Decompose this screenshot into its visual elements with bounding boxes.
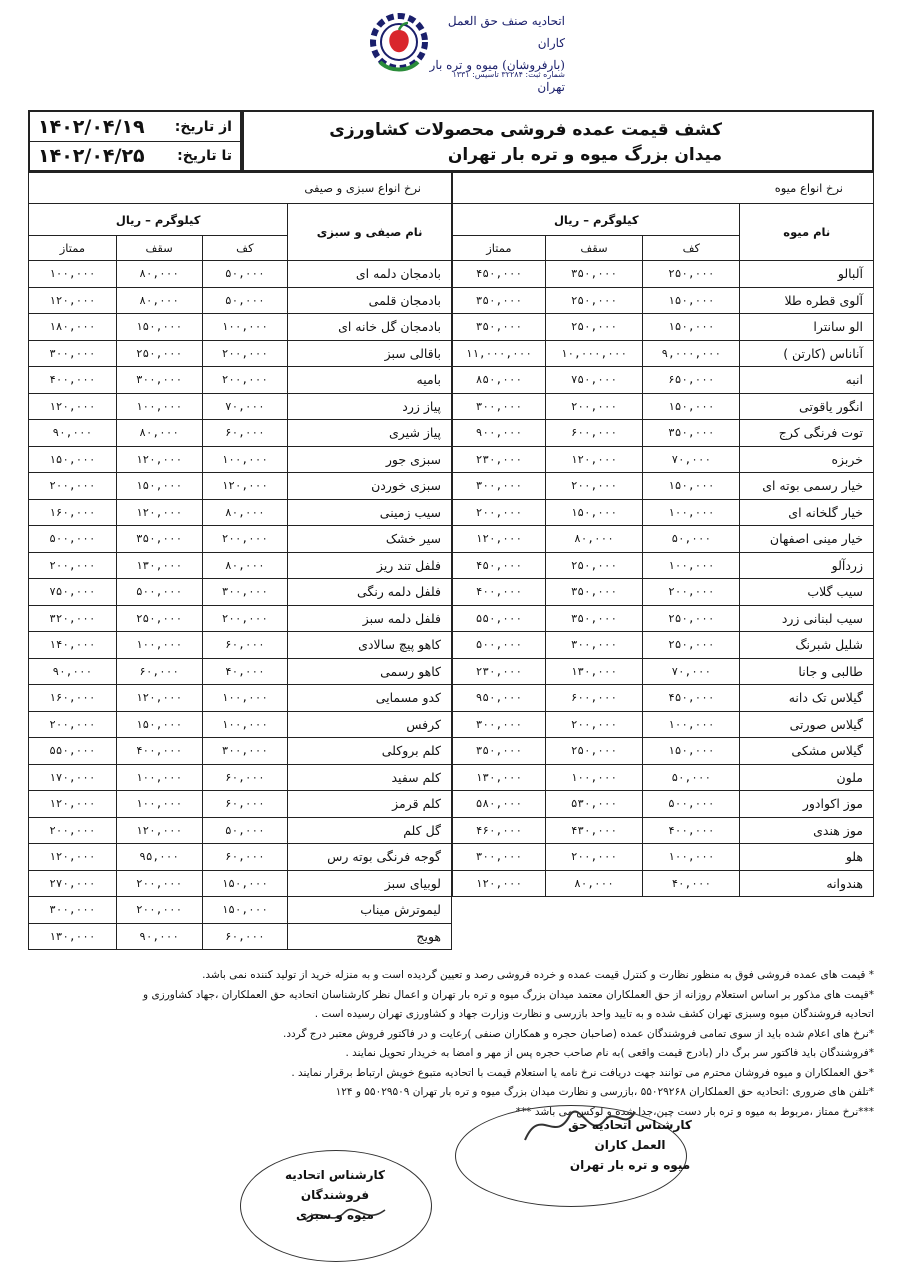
document-title xyxy=(242,110,874,172)
fruit-min-cell: ۲۵۰,۰۰۰ xyxy=(643,605,740,632)
veg-min-cell: ۶۰,۰۰۰ xyxy=(202,632,288,659)
veg-premium-cell: ۹۰,۰۰۰ xyxy=(29,658,117,685)
fruit-row xyxy=(453,552,874,579)
fruit-name-cell: هلو xyxy=(740,844,874,871)
veg-min-cell: ۱۲۰,۰۰۰ xyxy=(202,473,288,500)
veg-name-cell: بادمجان دلمه ای xyxy=(288,261,452,288)
veg-premium-cell: ۲۰۰,۰۰۰ xyxy=(29,817,117,844)
veg-premium-cell: ۱۶۰,۰۰۰ xyxy=(29,685,117,712)
fruit-premium-cell: ۳۵۰,۰۰۰ xyxy=(453,314,546,341)
veg-max-cell: ۱۰۰,۰۰۰ xyxy=(116,393,202,420)
veg-premium-cell: ۲۰۰,۰۰۰ xyxy=(29,552,117,579)
veg-name-cell: فلفل تند ریز xyxy=(288,552,452,579)
veg-name-cell: کاهو پیچ سالادی xyxy=(288,632,452,659)
to-date-row xyxy=(30,141,240,170)
veg-min-cell: ۱۰۰,۰۰۰ xyxy=(202,685,288,712)
fruit-premium-cell: ۹۵۰,۰۰۰ xyxy=(453,685,546,712)
fruit-max-cell: ۵۳۰,۰۰۰ xyxy=(545,791,642,818)
from-date-value: ۱۴۰۲/۰۴/۱۹ xyxy=(38,115,145,138)
veg-min-cell: ۴۰,۰۰۰ xyxy=(202,658,288,685)
veg-premium-cell: ۱۸۰,۰۰۰ xyxy=(29,314,117,341)
veg-min-cell: ۸۰,۰۰۰ xyxy=(202,499,288,526)
fruit-row xyxy=(453,632,874,659)
fruit-max-cell: ۱۵۰,۰۰۰ xyxy=(545,499,642,526)
fruit-premium-header: ممتاز xyxy=(453,236,546,261)
letterhead xyxy=(0,0,901,100)
veg-name-cell: سیب زمینی xyxy=(288,499,452,526)
fruit-max-cell: ۲۰۰,۰۰۰ xyxy=(545,393,642,420)
fruit-name-cell: گیلاس صورتی xyxy=(740,711,874,738)
fruit-max-cell: ۲۵۰,۰۰۰ xyxy=(545,552,642,579)
veg-max-cell: ۱۵۰,۰۰۰ xyxy=(116,314,202,341)
fruit-name-cell: خربزه xyxy=(740,446,874,473)
fruit-name-cell: خیار رسمی بوته ای xyxy=(740,473,874,500)
fruit-row xyxy=(453,791,874,818)
to-date-label: تا تاریخ: xyxy=(177,148,232,164)
veg-max-cell: ۱۰۰,۰۰۰ xyxy=(116,632,202,659)
fruit-premium-cell: ۳۵۰,۰۰۰ xyxy=(453,287,546,314)
fruit-section-title: نرخ انواع میوه xyxy=(453,173,874,204)
fruit-premium-cell: ۳۰۰,۰۰۰ xyxy=(453,473,546,500)
veg-row xyxy=(29,314,452,341)
fruit-max-cell: ۸۰,۰۰۰ xyxy=(545,870,642,897)
veg-max-cell: ۱۵۰,۰۰۰ xyxy=(116,473,202,500)
fruit-min-cell: ۷۰,۰۰۰ xyxy=(643,658,740,685)
signature-left-line2: میوه و تره بار تهران xyxy=(569,1158,691,1172)
veg-premium-cell: ۱۷۰,۰۰۰ xyxy=(29,764,117,791)
fruit-row xyxy=(453,870,874,897)
veg-premium-cell: ۱۳۰,۰۰۰ xyxy=(29,923,117,950)
fruit-premium-cell: ۳۰۰,۰۰۰ xyxy=(453,393,546,420)
fruit-min-cell: ۴۰۰,۰۰۰ xyxy=(643,817,740,844)
veg-premium-cell: ۱۲۰,۰۰۰ xyxy=(29,287,117,314)
footnote-line: *نرخ های اعلام شده باید از سوی تمامی فروشندگان عمده (صاحبان حجره و همکاران صنفی )رعایت و در فاکتور فروش معتبر درج گردد. xyxy=(282,1027,874,1040)
fruit-row xyxy=(453,711,874,738)
fruit-max-cell: ۱۲۰,۰۰۰ xyxy=(545,446,642,473)
veg-max-cell: ۹۵,۰۰۰ xyxy=(116,844,202,871)
veg-min-cell: ۱۵۰,۰۰۰ xyxy=(202,897,288,924)
fruit-max-cell: ۸۰,۰۰۰ xyxy=(545,526,642,553)
fruit-row xyxy=(453,844,874,871)
fruit-max-cell: ۲۰۰,۰۰۰ xyxy=(545,473,642,500)
veg-premium-cell: ۱۴۰,۰۰۰ xyxy=(29,632,117,659)
fruit-min-cell: ۱۰۰,۰۰۰ xyxy=(643,844,740,871)
fruit-min-cell: ۴۵۰,۰۰۰ xyxy=(643,685,740,712)
fruit-name-cell: هندوانه xyxy=(740,870,874,897)
veg-max-cell: ۳۰۰,۰۰۰ xyxy=(116,367,202,394)
veg-min-header: کف xyxy=(202,236,288,261)
fruit-name-cell: انبه xyxy=(740,367,874,394)
veg-premium-cell: ۱۲۰,۰۰۰ xyxy=(29,393,117,420)
veg-row xyxy=(29,605,452,632)
veg-row xyxy=(29,711,452,738)
veg-premium-cell: ۱۰۰,۰۰۰ xyxy=(29,261,117,288)
veg-row xyxy=(29,526,452,553)
veg-name-cell: بادمجان گل خانه ای xyxy=(288,314,452,341)
veg-name-cell: سبزی خوردن xyxy=(288,473,452,500)
veg-name-cell: کلم قرمز xyxy=(288,791,452,818)
union-name-line1: اتحادیه صنف حق العمل کاران xyxy=(447,14,565,50)
fruit-name-cell: آلوی قطره طلا xyxy=(740,287,874,314)
veg-row xyxy=(29,473,452,500)
signature-left-line1: کارشناس اتحادیه حق العمل کاران xyxy=(568,1118,692,1152)
fruit-max-cell: ۴۳۰,۰۰۰ xyxy=(545,817,642,844)
veg-premium-cell: ۷۵۰,۰۰۰ xyxy=(29,579,117,606)
fruit-min-cell: ۲۵۰,۰۰۰ xyxy=(643,261,740,288)
footnote-line: اتحادیه فروشندگان میوه وسبزی تهران کشف شده و به تایید واحد بازرسی و نظارت وزارت جهاد و کشاورزی تهران رسیده است . xyxy=(314,1008,874,1020)
registration-info: شماره ثبت: ۳۲۲۸۴ تاسیس: ۱۳۳۱ xyxy=(452,70,565,79)
veg-max-cell: ۸۰,۰۰۰ xyxy=(116,261,202,288)
veg-row xyxy=(29,287,452,314)
veg-row xyxy=(29,897,452,924)
fruit-max-cell: ۳۰۰,۰۰۰ xyxy=(545,632,642,659)
veg-max-cell: ۸۰,۰۰۰ xyxy=(116,420,202,447)
fruit-premium-cell: ۵۵۰,۰۰۰ xyxy=(453,605,546,632)
veg-max-cell: ۴۰۰,۰۰۰ xyxy=(116,738,202,765)
fruit-premium-cell: ۳۵۰,۰۰۰ xyxy=(453,738,546,765)
veg-max-cell: ۲۰۰,۰۰۰ xyxy=(116,870,202,897)
veg-min-cell: ۶۰,۰۰۰ xyxy=(202,420,288,447)
veg-row xyxy=(29,738,452,765)
fruit-premium-cell: ۴۵۰,۰۰۰ xyxy=(453,552,546,579)
fruit-max-cell: ۶۰۰,۰۰۰ xyxy=(545,685,642,712)
veg-row xyxy=(29,870,452,897)
veg-premium-cell: ۱۶۰,۰۰۰ xyxy=(29,499,117,526)
veg-max-cell: ۱۵۰,۰۰۰ xyxy=(116,711,202,738)
veg-row xyxy=(29,340,452,367)
veg-row xyxy=(29,658,452,685)
fruit-row xyxy=(453,526,874,553)
fruit-premium-cell: ۴۵۰,۰۰۰ xyxy=(453,261,546,288)
fruit-name-cell: زردآلو xyxy=(740,552,874,579)
veg-max-cell: ۸۰,۰۰۰ xyxy=(116,287,202,314)
fruit-row xyxy=(453,393,874,420)
fruit-row xyxy=(453,473,874,500)
veg-min-cell: ۶۰,۰۰۰ xyxy=(202,923,288,950)
fruit-min-cell: ۱۵۰,۰۰۰ xyxy=(643,473,740,500)
veg-min-cell: ۸۰,۰۰۰ xyxy=(202,552,288,579)
veg-max-cell: ۱۰۰,۰۰۰ xyxy=(116,764,202,791)
veg-min-cell: ۲۰۰,۰۰۰ xyxy=(202,526,288,553)
fruit-unit-header: کیلوگرم – ریال xyxy=(453,204,740,236)
veg-name-cell: گل کلم xyxy=(288,817,452,844)
fruit-min-cell: ۵۰,۰۰۰ xyxy=(643,764,740,791)
signature-right-line2: میوه و سبزی xyxy=(296,1208,374,1222)
fruit-min-cell: ۱۵۰,۰۰۰ xyxy=(643,393,740,420)
veg-premium-cell: ۲۷۰,۰۰۰ xyxy=(29,870,117,897)
fruit-name-cell: موز هندی xyxy=(740,817,874,844)
veg-name-cell: پیاز شیری xyxy=(288,420,452,447)
fruit-row xyxy=(453,340,874,367)
veg-min-cell: ۵۰,۰۰۰ xyxy=(202,817,288,844)
fruit-row xyxy=(453,738,874,765)
veg-name-header: نام صیفی و سبزی xyxy=(288,204,452,261)
fruit-min-cell: ۹,۰۰۰,۰۰۰ xyxy=(643,340,740,367)
veg-name-cell: کلم بروکلی xyxy=(288,738,452,765)
fruit-min-cell: ۵۰,۰۰۰ xyxy=(643,526,740,553)
fruit-min-cell: ۲۰۰,۰۰۰ xyxy=(643,579,740,606)
veg-row xyxy=(29,923,452,950)
veg-name-cell: لیموترش میناب xyxy=(288,897,452,924)
veg-premium-cell: ۱۲۰,۰۰۰ xyxy=(29,844,117,871)
veg-max-cell: ۱۲۰,۰۰۰ xyxy=(116,499,202,526)
fruit-min-cell: ۱۵۰,۰۰۰ xyxy=(643,738,740,765)
fruit-min-cell: ۱۰۰,۰۰۰ xyxy=(643,552,740,579)
fruit-min-cell: ۱۵۰,۰۰۰ xyxy=(643,314,740,341)
footnote-line: ***نرخ ممتاز ،مربوط به میوه و تره بار دست چین،جدا شده و لوکس می باشد *** xyxy=(515,1105,874,1118)
veg-min-cell: ۲۰۰,۰۰۰ xyxy=(202,340,288,367)
fruit-row xyxy=(453,817,874,844)
fruit-max-cell: ۲۰۰,۰۰۰ xyxy=(545,711,642,738)
fruit-name-cell: گیلاس مشکی xyxy=(740,738,874,765)
veg-max-cell: ۱۲۰,۰۰۰ xyxy=(116,446,202,473)
veg-max-cell: ۹۰,۰۰۰ xyxy=(116,923,202,950)
fruit-row xyxy=(453,314,874,341)
footnote-line: *فروشندگان باید فاکتور سر برگ دار (بادرج قیمت واقعی )به نام صاحب حجره پس از مهر و امضا به خریدار تحویل نمایند . xyxy=(345,1047,874,1059)
fruit-name-cell: خیار مینی اصفهان xyxy=(740,526,874,553)
veg-name-cell: پیاز زرد xyxy=(288,393,452,420)
fruit-premium-cell: ۱۲۰,۰۰۰ xyxy=(453,870,546,897)
fruit-premium-cell: ۵۸۰,۰۰۰ xyxy=(453,791,546,818)
fruit-max-cell: ۷۵۰,۰۰۰ xyxy=(545,367,642,394)
fruit-name-cell: موز اکوادور xyxy=(740,791,874,818)
fruit-min-cell: ۶۵۰,۰۰۰ xyxy=(643,367,740,394)
veg-max-cell: ۱۲۰,۰۰۰ xyxy=(116,685,202,712)
veg-name-cell: باقالی سبز xyxy=(288,340,452,367)
fruit-premium-cell: ۲۰۰,۰۰۰ xyxy=(453,499,546,526)
union-name-line2: (بارفروشان) میوه و تره بار تهران xyxy=(429,58,565,94)
fruit-min-cell: ۵۰۰,۰۰۰ xyxy=(643,791,740,818)
veg-name-cell: فلفل دلمه سبز xyxy=(288,605,452,632)
veg-max-cell: ۲۵۰,۰۰۰ xyxy=(116,340,202,367)
veg-min-cell: ۳۰۰,۰۰۰ xyxy=(202,579,288,606)
fruit-premium-cell: ۹۰۰,۰۰۰ xyxy=(453,420,546,447)
veg-min-cell: ۲۰۰,۰۰۰ xyxy=(202,605,288,632)
fruit-max-cell: ۲۵۰,۰۰۰ xyxy=(545,738,642,765)
veg-max-cell: ۵۰۰,۰۰۰ xyxy=(116,579,202,606)
fruit-premium-cell: ۱۱,۰۰۰,۰۰۰ xyxy=(453,340,546,367)
union-logo-icon xyxy=(368,8,430,78)
veg-row xyxy=(29,791,452,818)
veg-min-cell: ۳۰۰,۰۰۰ xyxy=(202,738,288,765)
signature-block-sellers xyxy=(250,1165,420,1225)
veg-min-cell: ۱۰۰,۰۰۰ xyxy=(202,446,288,473)
fruit-premium-cell: ۲۳۰,۰۰۰ xyxy=(453,658,546,685)
fruit-min-header: کف xyxy=(643,236,740,261)
fruit-max-cell: ۳۵۰,۰۰۰ xyxy=(545,605,642,632)
fruit-min-cell: ۷۰,۰۰۰ xyxy=(643,446,740,473)
veg-row xyxy=(29,764,452,791)
footnote-line: *حق العملکاران و میوه فروشان محترم می توانند جهت دریافت نرخ نامه یا استعلام قیمت با اتحادیه متبوع خویش ارتباط برقرار نمایند . xyxy=(291,1066,874,1079)
veg-max-cell: ۲۰۰,۰۰۰ xyxy=(116,897,202,924)
veg-max-cell: ۲۵۰,۰۰۰ xyxy=(116,605,202,632)
veg-premium-cell: ۵۵۰,۰۰۰ xyxy=(29,738,117,765)
fruit-max-header: سقف xyxy=(545,236,642,261)
fruit-name-cell: شلیل شبرنگ xyxy=(740,632,874,659)
veg-row xyxy=(29,367,452,394)
veg-name-cell: کدو مسمایی xyxy=(288,685,452,712)
veg-min-cell: ۶۰,۰۰۰ xyxy=(202,764,288,791)
fruit-name-header: نام میوه xyxy=(740,204,874,261)
fruit-row xyxy=(453,658,874,685)
fruit-name-cell: طالبی و جانا xyxy=(740,658,874,685)
fruit-name-cell: سیب گلاب xyxy=(740,579,874,606)
fruit-name-cell: آناناس (کارتن ) xyxy=(740,340,874,367)
veg-min-cell: ۲۰۰,۰۰۰ xyxy=(202,367,288,394)
fruit-row xyxy=(453,367,874,394)
veg-name-cell: کلم سفید xyxy=(288,764,452,791)
fruit-premium-cell: ۱۲۰,۰۰۰ xyxy=(453,526,546,553)
fruit-name-cell: گیلاس تک دانه xyxy=(740,685,874,712)
signature-right-line1: کارشناس اتحادیه فروشندگان xyxy=(284,1168,386,1202)
fruit-max-cell: ۱۰,۰۰۰,۰۰۰ xyxy=(545,340,642,367)
veg-max-cell: ۱۰۰,۰۰۰ xyxy=(116,791,202,818)
veg-row xyxy=(29,261,452,288)
fruit-row xyxy=(453,605,874,632)
vegetable-price-table xyxy=(28,172,452,950)
veg-name-cell: بادمجان قلمی xyxy=(288,287,452,314)
veg-max-cell: ۱۳۰,۰۰۰ xyxy=(116,552,202,579)
veg-max-cell: ۶۰,۰۰۰ xyxy=(116,658,202,685)
fruit-max-cell: ۶۰۰,۰۰۰ xyxy=(545,420,642,447)
union-name xyxy=(425,10,565,98)
veg-premium-cell: ۹۰,۰۰۰ xyxy=(29,420,117,447)
veg-min-cell: ۶۰,۰۰۰ xyxy=(202,844,288,871)
fruit-name-cell: توت فرنگی کرج xyxy=(740,420,874,447)
fruit-name-cell: آلبالو xyxy=(740,261,874,288)
fruit-max-cell: ۱۰۰,۰۰۰ xyxy=(545,764,642,791)
title-line1: کشف قیمت عمده فروشی محصولات کشاورزی xyxy=(329,120,722,140)
veg-row xyxy=(29,844,452,871)
veg-name-cell: کرفس xyxy=(288,711,452,738)
fruit-max-cell: ۲۵۰,۰۰۰ xyxy=(545,287,642,314)
veg-min-cell: ۵۰,۰۰۰ xyxy=(202,261,288,288)
fruit-max-cell: ۱۳۰,۰۰۰ xyxy=(545,658,642,685)
veg-premium-cell: ۴۰۰,۰۰۰ xyxy=(29,367,117,394)
veg-row xyxy=(29,552,452,579)
veg-name-cell: بامیه xyxy=(288,367,452,394)
fruit-premium-cell: ۴۰۰,۰۰۰ xyxy=(453,579,546,606)
fruit-min-cell: ۲۵۰,۰۰۰ xyxy=(643,632,740,659)
fruit-min-cell: ۱۵۰,۰۰۰ xyxy=(643,287,740,314)
fruit-min-cell: ۱۰۰,۰۰۰ xyxy=(643,499,740,526)
veg-premium-cell: ۳۲۰,۰۰۰ xyxy=(29,605,117,632)
veg-max-cell: ۳۵۰,۰۰۰ xyxy=(116,526,202,553)
to-date-value: ۱۴۰۲/۰۴/۲۵ xyxy=(38,145,145,167)
fruit-premium-cell: ۵۰۰,۰۰۰ xyxy=(453,632,546,659)
veg-premium-cell: ۳۰۰,۰۰۰ xyxy=(29,897,117,924)
veg-name-cell: سیر خشک xyxy=(288,526,452,553)
veg-row xyxy=(29,632,452,659)
veg-max-cell: ۱۲۰,۰۰۰ xyxy=(116,817,202,844)
fruit-premium-cell: ۲۳۰,۰۰۰ xyxy=(453,446,546,473)
footnote-line: * قیمت های عمده فروشی فوق به منظور نظارت و کنترل قیمت عمده و خرده فروشی رصد و تعیین گردیده است و به منزله خرید از تولید کننده نمی باشد. xyxy=(202,969,874,981)
veg-premium-cell: ۱۵۰,۰۰۰ xyxy=(29,446,117,473)
fruit-max-cell: ۳۵۰,۰۰۰ xyxy=(545,579,642,606)
veg-row xyxy=(29,499,452,526)
veg-premium-header: ممتاز xyxy=(29,236,117,261)
fruit-row xyxy=(453,287,874,314)
signature-block-commission-agents xyxy=(560,1115,700,1175)
from-date-row xyxy=(30,112,240,141)
veg-row xyxy=(29,817,452,844)
veg-premium-cell: ۲۰۰,۰۰۰ xyxy=(29,711,117,738)
veg-min-cell: ۷۰,۰۰۰ xyxy=(202,393,288,420)
veg-row xyxy=(29,393,452,420)
veg-max-header: سقف xyxy=(116,236,202,261)
fruit-row xyxy=(453,685,874,712)
veg-min-cell: ۵۰,۰۰۰ xyxy=(202,287,288,314)
fruit-premium-cell: ۴۶۰,۰۰۰ xyxy=(453,817,546,844)
date-range-box xyxy=(28,110,242,172)
veg-min-cell: ۶۰,۰۰۰ xyxy=(202,791,288,818)
veg-row xyxy=(29,446,452,473)
veg-name-cell: سبزی جور xyxy=(288,446,452,473)
fruit-premium-cell: ۸۵۰,۰۰۰ xyxy=(453,367,546,394)
fruit-row xyxy=(453,579,874,606)
veg-premium-cell: ۵۰۰,۰۰۰ xyxy=(29,526,117,553)
fruit-row xyxy=(453,446,874,473)
fruit-name-cell: سیب لبنانی زرد xyxy=(740,605,874,632)
fruit-row xyxy=(453,764,874,791)
veg-min-cell: ۱۰۰,۰۰۰ xyxy=(202,711,288,738)
fruit-premium-cell: ۱۳۰,۰۰۰ xyxy=(453,764,546,791)
fruit-max-cell: ۲۵۰,۰۰۰ xyxy=(545,314,642,341)
veg-row xyxy=(29,685,452,712)
fruit-name-cell: ملون xyxy=(740,764,874,791)
from-date-label: از تاریخ: xyxy=(174,118,232,135)
fruit-name-cell: خیار گلخانه ای xyxy=(740,499,874,526)
veg-row xyxy=(29,579,452,606)
footnotes xyxy=(28,966,874,1122)
fruit-price-table xyxy=(452,172,874,897)
fruit-max-cell: ۳۵۰,۰۰۰ xyxy=(545,261,642,288)
fruit-min-cell: ۴۰,۰۰۰ xyxy=(643,870,740,897)
fruit-premium-cell: ۳۰۰,۰۰۰ xyxy=(453,844,546,871)
veg-section-title: نرخ انواع سبزی و صیفی xyxy=(29,173,452,204)
fruit-min-cell: ۳۵۰,۰۰۰ xyxy=(643,420,740,447)
fruit-premium-cell: ۳۰۰,۰۰۰ xyxy=(453,711,546,738)
veg-row xyxy=(29,420,452,447)
veg-premium-cell: ۳۰۰,۰۰۰ xyxy=(29,340,117,367)
title-line2: میدان بزرگ میوه و تره بار تهران xyxy=(447,145,722,165)
fruit-name-cell: انگور یاقوتی xyxy=(740,393,874,420)
fruit-row xyxy=(453,420,874,447)
footnote-line: *قیمت های مذکور بر اساس استعلام روزانه از حق العملکاران معتمد میدان بزرگ میوه و تره بار تهران و اعمال نظر کارشناسان اتحادیه حق العملکاران ،جهاد کشاورزی و xyxy=(143,988,874,1001)
veg-premium-cell: ۲۰۰,۰۰۰ xyxy=(29,473,117,500)
fruit-row xyxy=(453,499,874,526)
veg-name-cell: لوبیای سبز xyxy=(288,870,452,897)
veg-name-cell: هویج xyxy=(288,923,452,950)
fruit-max-cell: ۲۰۰,۰۰۰ xyxy=(545,844,642,871)
veg-premium-cell: ۱۲۰,۰۰۰ xyxy=(29,791,117,818)
footnote-line: *تلفن های ضروری :اتحادیه حق العملکاران ۵۵۰۲۹۲۶۸ ،بازرسی و نظارت میدان بزرگ میوه و تره بار تهران ۵۵۰۲۹۵۰۹ و ۱۲۴ xyxy=(335,1086,874,1098)
fruit-name-cell: الو سانترا xyxy=(740,314,874,341)
fruit-min-cell: ۱۰۰,۰۰۰ xyxy=(643,711,740,738)
veg-unit-header: کیلوگرم – ریال xyxy=(29,204,288,236)
veg-name-cell: کاهو رسمی xyxy=(288,658,452,685)
veg-name-cell: گوجه فرنگی بوته رس xyxy=(288,844,452,871)
veg-name-cell: فلفل دلمه رنگی xyxy=(288,579,452,606)
veg-min-cell: ۱۰۰,۰۰۰ xyxy=(202,314,288,341)
veg-min-cell: ۱۵۰,۰۰۰ xyxy=(202,870,288,897)
fruit-row xyxy=(453,261,874,288)
